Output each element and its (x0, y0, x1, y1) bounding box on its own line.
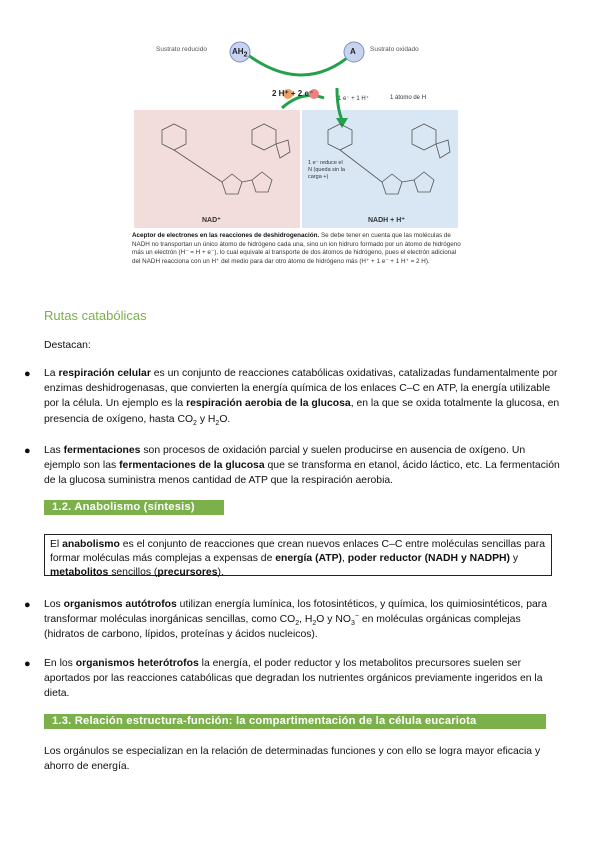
subscript: 2 (193, 419, 197, 427)
text: sencillos ( (108, 567, 158, 578)
subscript: 3 (350, 620, 355, 628)
bullet-icon: ● (24, 368, 31, 380)
caption-text: Se debe tener en cuenta que las moléculas de NADH no transportan un único átomo de hidrógeno cada una, sino un ion hidruro formado por un átomo de hidrógeno más un electrón (H⁻ = H + e⁻), lo cual equivale al transporte de dos átomos de hidrógeno, pues el electrón adicional del NADH reacciona con un H⁺ del medio para dar otro átomo de hidrógeno más (H⁺ + 1 e⁻ + 1 H⁺ = 2 H). (132, 232, 461, 265)
subscript: 2 (312, 620, 317, 628)
label-reduce-note: 1 e⁻ reduce el N (queda sin la carga +) (308, 160, 345, 180)
text: O y NO (316, 614, 351, 626)
text: La (44, 368, 59, 379)
text: es un conjunto de reacciones catabólicas oxidativas, catalizadas fundamentalmente por enzimas deshidrogenasas, que convierten la energía química de los enlaces C–C en ATP, la energía utilizable por la célula. Un ejemplo es la (44, 368, 558, 410)
label-ah2 (232, 47, 248, 59)
label-sustrato-oxidado: Sustrato oxidado (370, 46, 419, 53)
bold-text: respiración aerobia de la glucosa (186, 398, 351, 410)
bullet-icon: ● (24, 599, 31, 611)
autotrofos-paragraph (44, 597, 560, 643)
text: Los (44, 599, 64, 610)
relacion-paragraph: Los orgánulos se especializan en la relación de determinadas funciones y con ello se logra mayor eficacia y ahorro de energía. (44, 746, 541, 773)
subscript: 2 (215, 419, 220, 427)
label-one-electron: 1 e⁻ + 1 H⁺ (338, 96, 369, 102)
bold-text: metabolitos (50, 567, 109, 578)
text: es el conjunto de reacciones que crean nuevos enlaces C–C entre moléculas sencillas para formar moléculas más complejas a expensas de (50, 539, 545, 564)
caption-title: Aceptor de electrones en las reacciones de deshidrogenación. (132, 232, 320, 239)
text: , H (299, 614, 313, 626)
nad-panel (134, 110, 300, 228)
text: en moléculas orgánicas complejas (hidratos de carbono, lípidos, proteínas y ácidos nucleicos). (44, 614, 521, 641)
fermentaciones-paragraph (44, 443, 560, 489)
text: y H (196, 413, 216, 425)
bold-text: fermentaciones (63, 445, 141, 456)
text: , (342, 553, 348, 564)
label-a: A (350, 47, 356, 56)
definition-box (44, 534, 552, 576)
text: Las (44, 445, 64, 456)
label-nadh: NADH + H⁺ (368, 217, 405, 224)
figure-caption (132, 232, 462, 266)
text: y (510, 553, 519, 564)
text: En los (44, 658, 76, 669)
ah-text: AH (232, 47, 244, 56)
bold-text: organismos heterótrofos (75, 658, 199, 669)
bold-text: poder reductor (NADH y NADPH) (347, 553, 511, 564)
text: son procesos de oxidación parcial y suelen producirse en ausencia de oxígeno. Un ejemplo son las (44, 445, 526, 472)
ah-sub: 2 (243, 51, 248, 59)
bold-text: organismos autótrofos (63, 599, 177, 610)
bold-text: precursores (157, 567, 218, 578)
section-title-rutas: Rutas catabólicas (44, 308, 147, 323)
text: que se transforma en etanol, ácido láctico, etc. La fermentación de la glucosa suministra menos cantidad de ATP que la respiración aerobia. (44, 460, 560, 487)
text: utilizan energía lumínica, los fotosintéticos, y química, los quimiosintéticos, para transformar moléculas inorgánicas sencillas, como CO (44, 599, 547, 626)
text: ). (217, 567, 224, 578)
label-nad-plus: NAD⁺ (202, 217, 221, 224)
text: la energía, el poder reductor y los metabolitos precursores suelen ser aportados por las reacciones catabólicas que degradan los nutrientes orgánicos previamente ingeridos en la dieta. (44, 658, 543, 700)
text: , en la que se oxida totalmente la glucosa, en presencia de oxígeno, hasta CO (44, 398, 560, 425)
heterotrofos-paragraph (44, 656, 560, 702)
bold-text: respiración celular (58, 368, 151, 379)
bold-text: energía (ATP) (275, 553, 343, 564)
label-one-atom: 1 átomo de H (390, 95, 427, 101)
respiracion-paragraph (44, 366, 560, 427)
destacan-text: Destacan: (44, 340, 91, 351)
text: El (50, 539, 63, 550)
text: O. (219, 413, 231, 425)
label-electrons: 2 H⁺ + 2 e⁻ (272, 89, 314, 98)
bullet-icon: ● (24, 658, 31, 670)
subscript: 2 (295, 620, 300, 628)
label-sustrato-reducido: Sustrato reducido (156, 46, 207, 53)
nad-diagram (132, 12, 460, 232)
banner-anabolismo: 1.2. Anabolismo (síntesis) (44, 500, 224, 515)
bold-text: anabolismo (62, 539, 120, 550)
bold-text: fermentaciones de la glucosa (119, 460, 265, 472)
bullet-icon: ● (24, 445, 31, 457)
superscript: − (354, 612, 359, 620)
oxidation-arrow (244, 52, 352, 75)
banner-relacion: 1.3. Relación estructura-función: la compartimentación de la célula eucariota (44, 714, 546, 729)
